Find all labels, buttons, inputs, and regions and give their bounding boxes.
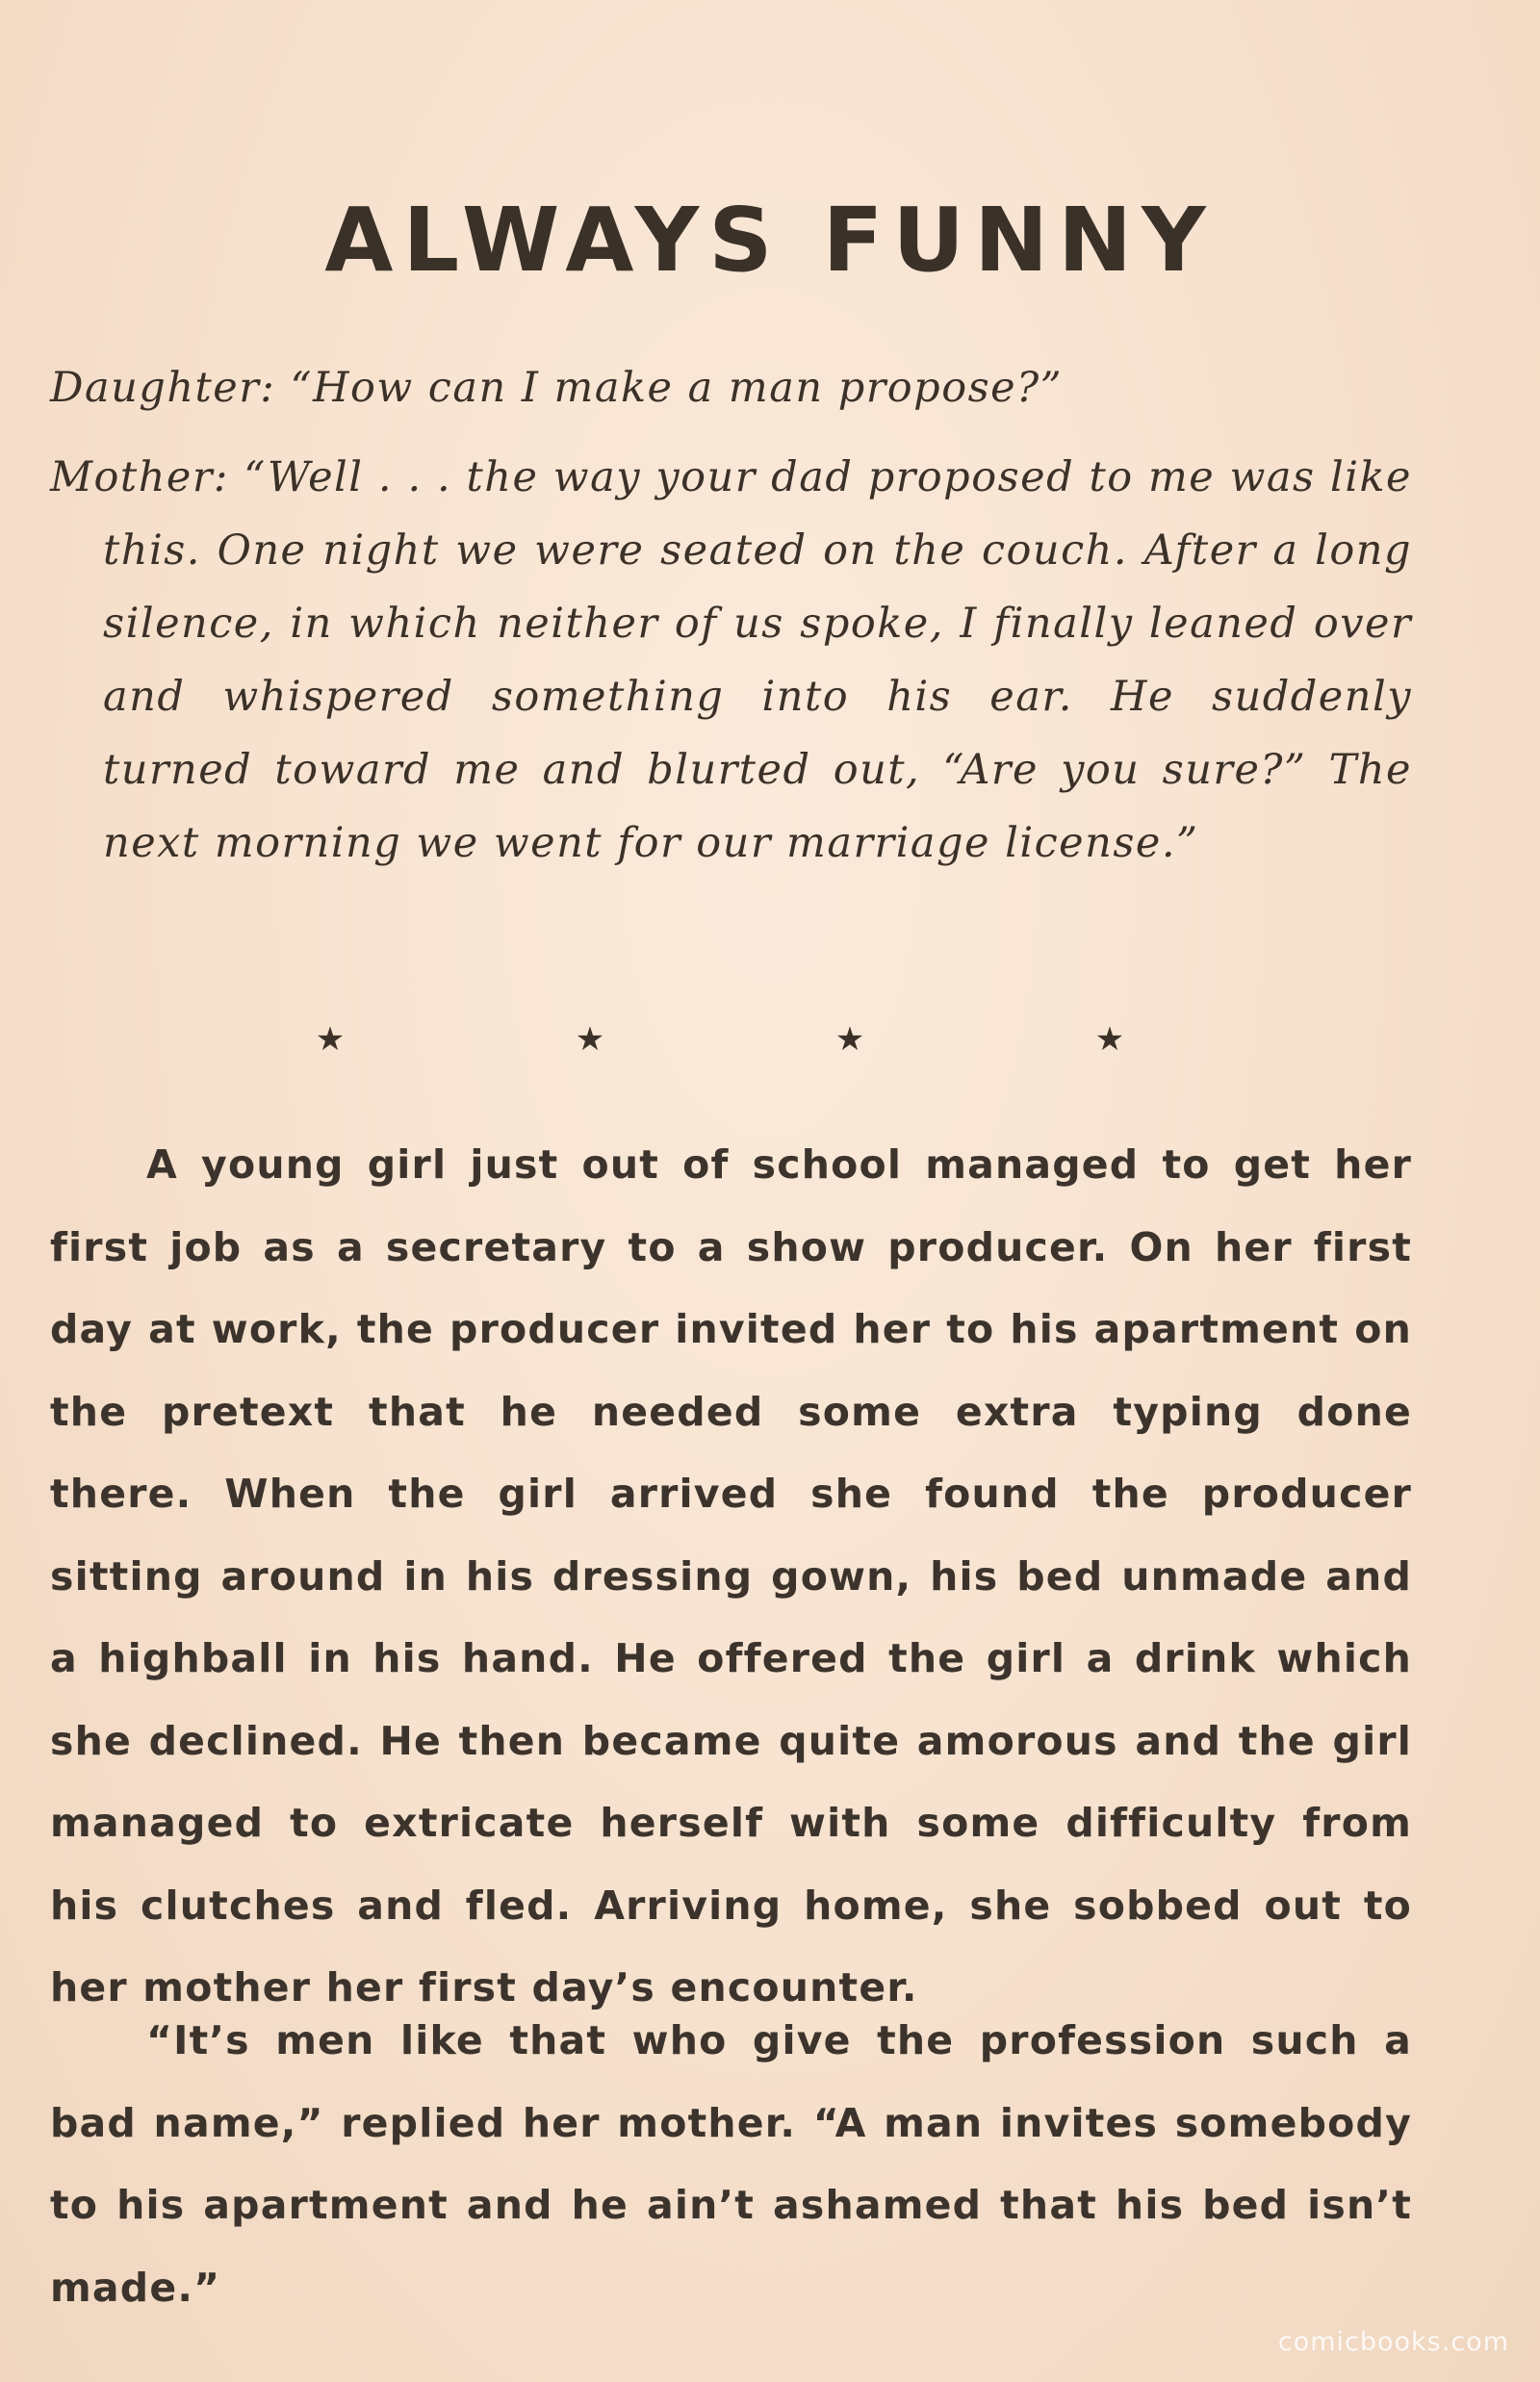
dialog-mother-text: Mother: “Well . . . the way your dad proposed to me was like this. One night we were seated on the couch. After a long silence, in which neither of us spoke, I finally leaned over and whispered something into his ear. He suddenly turned toward me and blurted out, “Are you sure?” The next morning we went for our marriage license.” (50, 453, 1412, 867)
watermark: comicbooks.com (1277, 2327, 1509, 2357)
story-paragraph-1 (50, 1124, 1412, 2030)
dialog-daughter (50, 351, 1412, 424)
story-paragraph-1-text: A young girl just out of school managed to get her first job as a secretary to a show producer. On her first day at work, the producer invited her to his apartment on the pretext that he needed some extra typing done there. When the girl arrived she found the producer sitting around in his dressing gown, his bed unmade and a highball in his hand. He offered the girl a drink which she declined. He then became quite amorous and the girl managed to extricate herself with some difficulty from his clutches and fled. Arriving home, she sobbed out to her mother her first day’s encounter. (50, 1141, 1412, 2011)
dialog-mother (50, 441, 1412, 880)
story-paragraph-2 (50, 2000, 1412, 2329)
separator-star: ★ (834, 1020, 865, 1059)
section-separator (0, 1011, 1540, 1068)
story-paragraph-2-text: “It’s men like that who give the profession such a bad name,” replied her mother. “A man invites somebody to his apartment and he ain’t ashamed that his bed isn’t made.” (50, 2017, 1412, 2311)
separator-star: ★ (1094, 1020, 1125, 1059)
separator-star: ★ (575, 1020, 605, 1059)
separator-star: ★ (315, 1020, 346, 1059)
dialog-daughter-text: Daughter: “How can I make a man propose?” (50, 364, 1064, 412)
page-title: ALWAYS FUNNY (324, 189, 1216, 292)
